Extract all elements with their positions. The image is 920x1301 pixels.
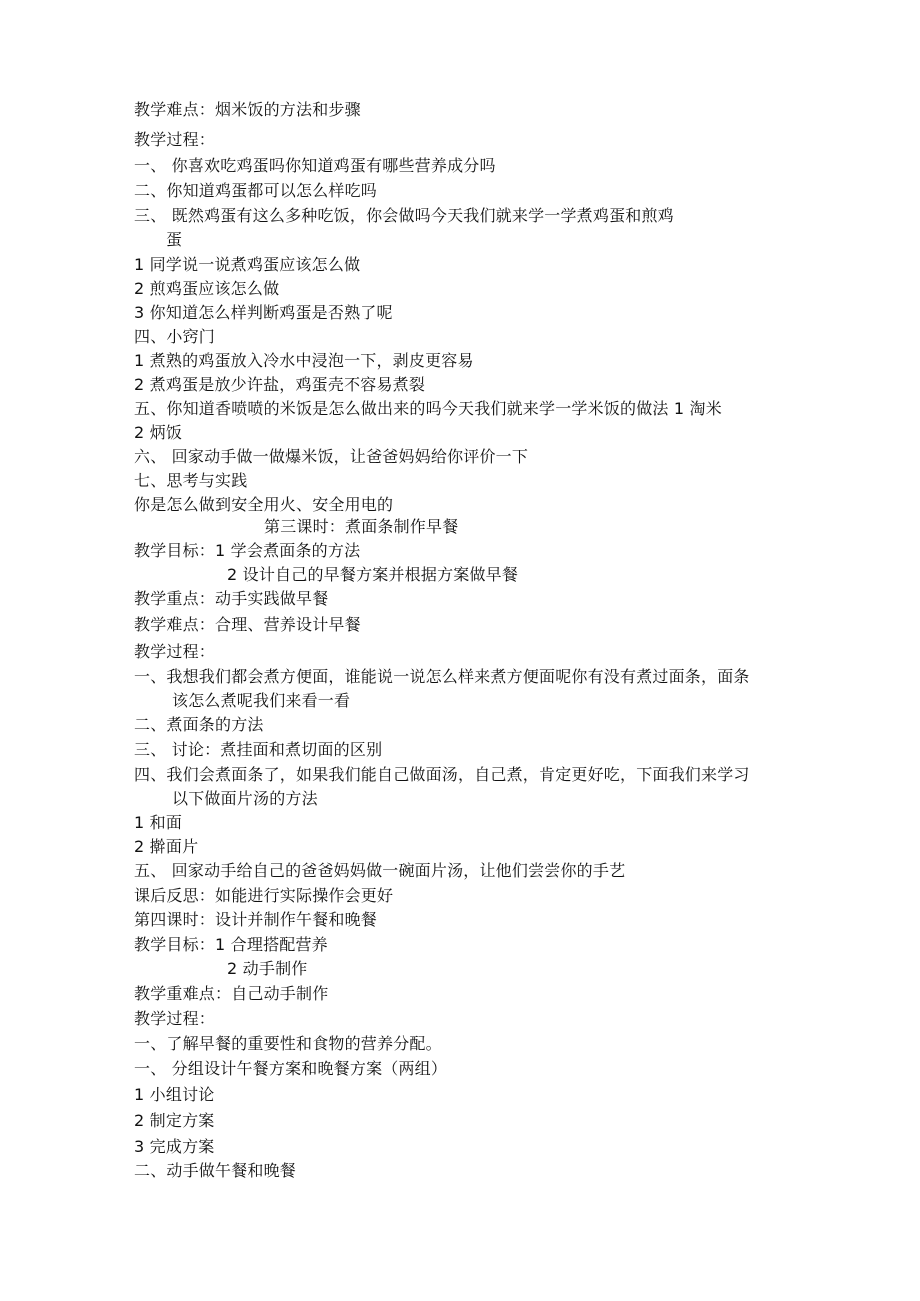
text-line: 教学难点：烟米饭的方法和步骤 (134, 100, 361, 119)
text-line: 五、 回家动手给自己的爸爸妈妈做一碗面片汤，让他们尝尝你的手艺 (134, 861, 626, 880)
text-line: 3 完成方案 (134, 1137, 215, 1156)
text-line: 教学过程： (134, 130, 216, 149)
text-line: 2 擀面片 (134, 837, 199, 856)
text-line: 教学重点：动手实践做早餐 (134, 589, 329, 608)
text-line: 一、我想我们都会煮方便面，谁能说一说怎么样来煮方便面呢你有没有煮过面条，面条 (134, 667, 750, 686)
text-line: 教学重难点：自己动手制作 (134, 984, 329, 1003)
text-line: 三、 既然鸡蛋有这么多种吃饭，你会做吗今天我们就来学一学煮鸡蛋和煎鸡 (134, 206, 674, 225)
section-heading: 第三课时：煮面条制作早餐 (264, 517, 459, 536)
text-line: 二、你知道鸡蛋都可以怎么样吃吗 (134, 181, 378, 200)
text-line: 六、 回家动手做一做爆米饭，让爸爸妈妈给你评价一下 (134, 447, 529, 466)
text-line: 2 煮鸡蛋是放少许盐，鸡蛋壳不容易煮裂 (134, 375, 426, 394)
text-line: 二、煮面条的方法 (134, 715, 264, 734)
text-line: 教学目标：1 合理搭配营养 (134, 935, 328, 954)
text-line: 教学目标：1 学会煮面条的方法 (134, 541, 361, 560)
text-line: 一、 分组设计午餐方案和晚餐方案（两组） (134, 1059, 448, 1078)
text-line: 3 你知道怎么样判断鸡蛋是否熟了呢 (134, 303, 393, 322)
text-line: 七、思考与实践 (134, 471, 248, 490)
text-line: 1 煮熟的鸡蛋放入冷水中浸泡一下，剥皮更容易 (134, 351, 474, 370)
text-line: 2 制定方案 (134, 1111, 215, 1130)
text-line: 三、 讨论：煮挂面和煮切面的区别 (134, 740, 383, 759)
text-line: 教学难点：合理、营养设计早餐 (134, 615, 361, 634)
text-line: 你是怎么做到安全用火、安全用电的 (134, 495, 394, 514)
text-line: 2 煎鸡蛋应该怎么做 (134, 279, 280, 298)
text-line: 该怎么煮呢我们来看一看 (172, 691, 351, 710)
text-line: 1 同学说一说煮鸡蛋应该怎么做 (134, 255, 361, 274)
section-heading: 第四课时：设计并制作午餐和晚餐 (134, 910, 378, 929)
text-line: 2 动手制作 (227, 959, 308, 978)
text-line: 一、了解早餐的重要性和食物的营养分配。 (134, 1034, 442, 1053)
text-line: 二、动手做午餐和晚餐 (134, 1161, 297, 1180)
text-line: 四、小窍门 (134, 327, 216, 346)
text-line: 教学过程： (134, 642, 216, 661)
text-line: 2 炳饭 (134, 423, 183, 442)
text-line: 课后反思：如能进行实际操作会更好 (134, 886, 394, 905)
text-line: 以下做面片汤的方法 (172, 789, 318, 808)
text-line: 1 和面 (134, 813, 183, 832)
text-line: 一、 你喜欢吃鸡蛋吗你知道鸡蛋有哪些营养成分吗 (134, 156, 496, 175)
text-line: 四、我们会煮面条了，如果我们能自己做面汤，自己煮，肯定更好吃，下面我们来学习 (134, 765, 750, 784)
text-line: 1 小组讨论 (134, 1085, 215, 1104)
text-line: 教学过程： (134, 1009, 216, 1028)
text-line: 蛋 (166, 230, 183, 249)
text-line: 2 设计自己的早餐方案并根据方案做早餐 (227, 565, 519, 584)
text-line: 五、你知道香喷喷的米饭是怎么做出来的吗今天我们就来学一学米饭的做法 1 淘米 (134, 399, 722, 418)
